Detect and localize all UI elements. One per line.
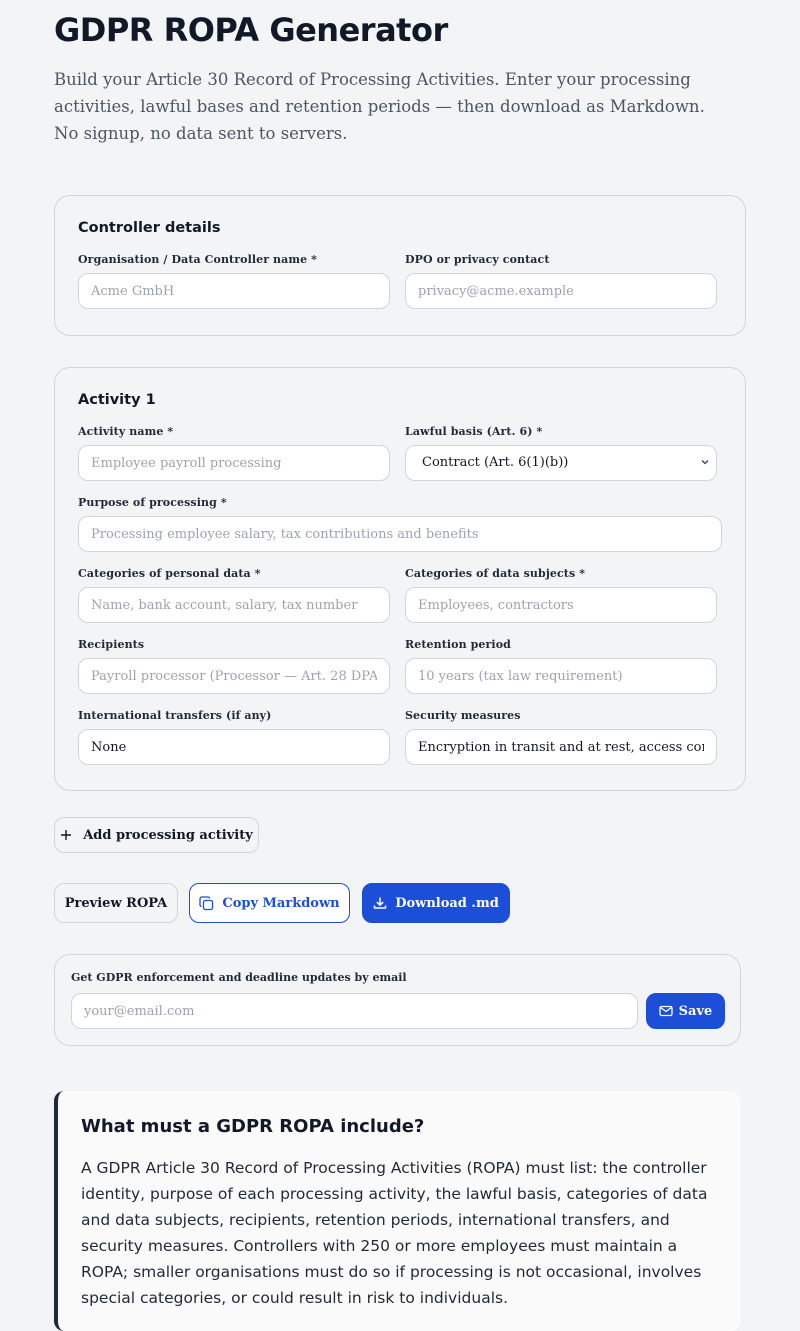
preview-ropa-button[interactable] [54, 883, 178, 923]
retention-label: Retention period [405, 638, 511, 651]
recipients-field [78, 637, 390, 694]
security-input[interactable] [405, 729, 717, 765]
org-field [78, 252, 390, 309]
transfers-input[interactable] [78, 729, 390, 765]
activity-name-input[interactable] [78, 445, 390, 481]
lawful-basis-field [405, 424, 717, 481]
controller-title: Controller details [78, 220, 221, 236]
transfers-field [78, 708, 390, 765]
lawful-basis-label: Lawful basis (Art. 6) * [405, 425, 543, 438]
chevron-down-icon [701, 458, 709, 466]
newsletter-card [54, 954, 741, 1046]
activity-title: Activity 1 [78, 392, 156, 408]
add-activity-button[interactable] [54, 817, 259, 853]
recipients-label: Recipients [78, 638, 145, 651]
activity-card [54, 367, 746, 791]
dpo-input[interactable] [405, 273, 717, 309]
copy-markdown-label: Copy Markdown [222, 895, 340, 911]
newsletter-save-label: Save [678, 1003, 713, 1019]
add-activity-label: Add processing activity [83, 827, 253, 843]
security-field [405, 708, 717, 765]
info-body: A GDPR Article 30 Record of Processing Activities (ROPA) must list: the controller identity, purpose of each processing activity, the lawful basis, categories of data and data subjects, recipients, retention periods, international transfers, and security measures. Controllers with 250 or more employees must maintain a ROPA; smaller organisations must do so if processing is not occasional, involves special categories, or could result in risk to individuals. [81, 1159, 708, 1307]
security-label: Security measures [405, 709, 521, 722]
newsletter-email-input[interactable] [71, 993, 638, 1029]
data-subjects-label: Categories of data subjects * [405, 567, 586, 580]
activity-name-field [78, 424, 390, 481]
page-title: GDPR ROPA Generator [54, 11, 448, 49]
data-categories-field [78, 566, 390, 623]
plus-icon [60, 829, 72, 841]
purpose-input[interactable] [78, 516, 722, 552]
download-md-button[interactable] [362, 883, 510, 923]
retention-input[interactable] [405, 658, 717, 694]
lawful-basis-select[interactable]: Contract (Art. 6(1)(b)) [405, 445, 717, 481]
info-title: What must a GDPR ROPA include? [81, 1116, 425, 1137]
recipients-input[interactable] [78, 658, 390, 694]
newsletter-label: Get GDPR enforcement and deadline updates by email [71, 971, 407, 984]
org-input[interactable] [78, 273, 390, 309]
ropa-info-box [54, 1091, 741, 1331]
data-subjects-field [405, 566, 717, 623]
activity-name-label: Activity name * [78, 425, 174, 438]
download-md-label: Download .md [395, 895, 499, 911]
dpo-field [405, 252, 717, 309]
copy-markdown-button[interactable] [189, 883, 350, 923]
data-categories-label: Categories of personal data * [78, 567, 261, 580]
controller-card [54, 195, 746, 336]
data-subjects-input[interactable] [405, 587, 717, 623]
purpose-label: Purpose of processing * [78, 496, 227, 509]
copy-icon [199, 896, 214, 911]
retention-field [405, 637, 717, 694]
download-icon [373, 896, 387, 910]
org-label: Organisation / Data Controller name * [78, 253, 317, 266]
purpose-field [78, 495, 722, 552]
preview-ropa-label: Preview ROPA [64, 895, 168, 911]
transfers-label: International transfers (if any) [78, 709, 272, 722]
mail-icon [659, 1005, 673, 1017]
dpo-label: DPO or privacy contact [405, 253, 550, 266]
data-categories-input[interactable] [78, 587, 390, 623]
page-intro: Build your Article 30 Record of Processing Activities. Enter your processing activities, lawful bases and retention periods — then download as Markdown. No signup, no data sent to servers. [54, 70, 705, 143]
newsletter-save-button[interactable] [646, 993, 725, 1029]
